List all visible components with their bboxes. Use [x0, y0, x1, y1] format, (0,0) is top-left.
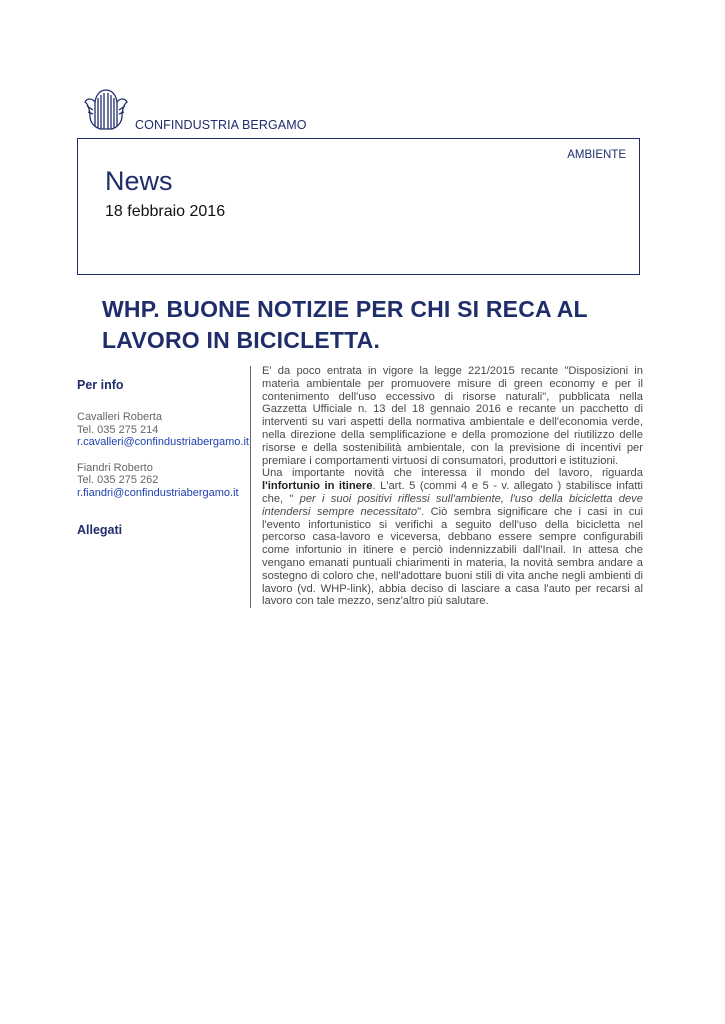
- body-text-span: ". Ciò sembra significare che i casi in cui l'evento infortunistico si verifichi a seguito dell'uso della bicicletta nel percorso casa-lavoro e viceversa, debbano essere sempre configurabili come infortunio in itinere e perciò indennizzabili dall'Inail. In attesa che vengano emanati puntuali chiarimenti in materia, la novità sembra andare a sostegno di coloro che, nell'adottare buoni stili di vita anche negli ambienti di lavoro (vd. WHP-link), abbia deciso di lasciare a casa l'auto per recarsi al lavoro con tale mezzo, senz'altro più salutare.: [262, 505, 643, 608]
- body-text-span: . L'art. 5 (commi 4 e 5 - v. allegato ) stabilisce infatti che, ": [262, 480, 643, 505]
- contact-phone: Tel. 035 275 262: [77, 474, 159, 486]
- body-paragraph: E' da poco entrata in vigore la legge 221/2015 recante "Disposizioni in materia ambientale per promuovere misure di green economy e per il contenimento dell'uso eccessivo di risorse naturali", pubblicata nella Gazzetta Ufficiale n. 13 del 18 gennaio 2016 e recante un pacchetto di interventi su vari aspetti della normativa ambientale e dell'economia verde, nella direzione della semplificazione e della promozione del riutilizzo delle risorse e della sostenibilità ambientale, con la previsione di incentivi per premiare i comportamenti virtuosi di consumatori, produttori e istituzioni.: [262, 365, 643, 467]
- contact-name: Fiandri Roberto: [77, 461, 153, 474]
- news-header-box: [77, 138, 640, 275]
- contact-block: [77, 411, 252, 449]
- body-italic-span: per i suoi positivi riflessi sull'ambiente, l'uso della bicicletta deve intendersi sempre necessitato: [262, 492, 643, 518]
- news-title: News: [105, 166, 173, 196]
- body-bold-span: l'infortunio in itinere: [262, 480, 373, 493]
- per-info-heading: Per info: [77, 378, 124, 392]
- contact-email-link[interactable]: r.fiandri@confindustriabergamo.it: [77, 486, 239, 499]
- category-label: AMBIENTE: [567, 149, 626, 161]
- article-headline: WHP. BUONE NOTIZIE PER CHI SI RECA AL LAVORO IN BICICLETTA.: [102, 296, 588, 353]
- body-text-span: Una importante novità che interessa il mondo del lavoro, riguarda: [262, 467, 643, 480]
- article-body: [262, 365, 643, 608]
- sidebar: [77, 378, 252, 537]
- body-paragraph: [262, 467, 643, 608]
- organization-name: CONFINDUSTRIA BERGAMO: [135, 118, 307, 132]
- contact-block: [77, 462, 252, 500]
- column-divider: [250, 366, 251, 608]
- contact-name: Cavalleri Roberta: [77, 411, 162, 423]
- allegati-heading[interactable]: Allegati: [77, 523, 123, 537]
- contact-email-link[interactable]: r.cavalleri@confindustriabergamo.it: [77, 436, 249, 448]
- contact-phone: Tel. 035 275 214: [77, 423, 159, 436]
- news-date: 18 febbraio 2016: [105, 203, 226, 220]
- confindustria-eagle-logo: [82, 86, 130, 132]
